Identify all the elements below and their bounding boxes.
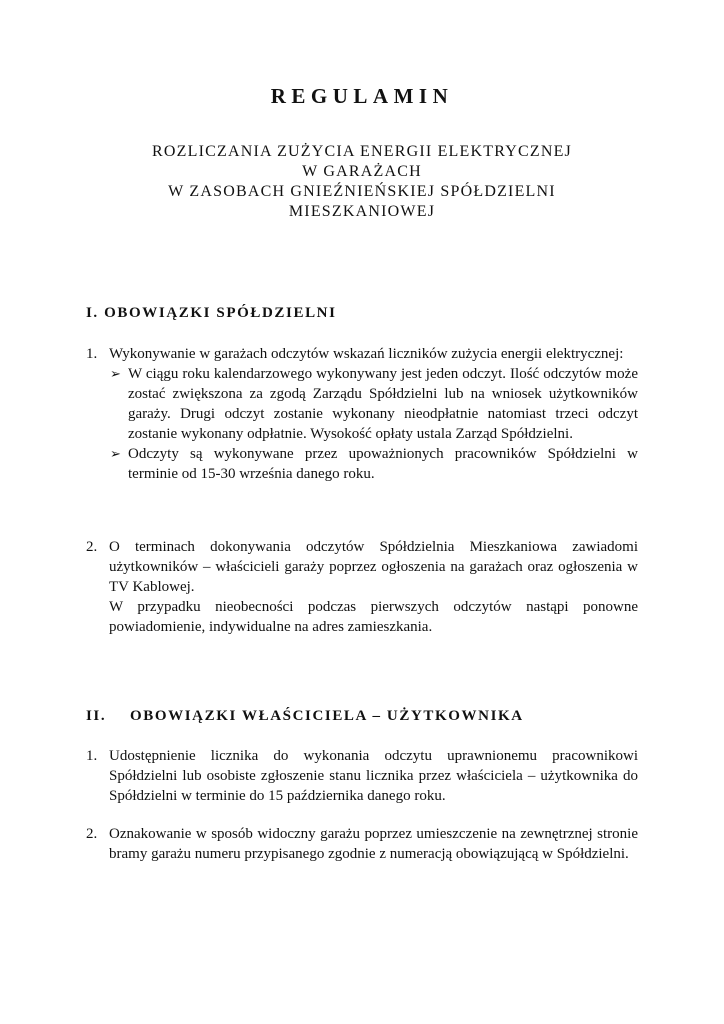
arrowhead-bullet-icon: ➢ xyxy=(110,366,121,381)
item-number: 1. xyxy=(86,748,98,764)
subtitle-line: W ZASOBACH GNIEŹNIEŃSKIEJ SPÓŁDZIELNI xyxy=(168,183,556,200)
bullet-item xyxy=(109,364,638,444)
section-1-item-2 xyxy=(86,537,638,637)
section-1-heading: I. OBOWIĄZKI SPÓŁDZIELNI xyxy=(86,305,337,321)
subtitle-line: MIESZKANIOWEJ xyxy=(288,203,436,220)
item-text: W przypadku nieobecności podczas pierwszych odczytów nastąpi ponowne powiadomienie, indywidualne na adres zamieszkania. xyxy=(109,599,638,635)
item-text: O terminach dokonywania odczytów Spółdzielnia Mieszkaniowa zawiadomi użytkowników – właścicieli garaży poprzez ogłoszenia na garażach oraz ogłoszenia w TV Kablowej. xyxy=(109,539,638,595)
section-2-item-1 xyxy=(86,746,638,806)
bullet-text: Odczyty są wykonywane przez upoważnionych pracowników Spółdzielni w terminie od 15-30 września danego roku. xyxy=(128,446,638,482)
item-text: Wykonywanie w garażach odczytów wskazań liczników zużycia energii elektrycznej: xyxy=(109,346,624,362)
item-number: 2. xyxy=(86,826,98,842)
section-number: II. xyxy=(86,708,107,724)
bullet-item xyxy=(109,444,638,484)
arrowhead-bullet-icon: ➢ xyxy=(110,446,121,461)
item-number: 1. xyxy=(86,346,98,362)
subtitle-line: W GARAŻACH xyxy=(302,163,422,180)
bullet-list xyxy=(109,364,638,484)
section-2-item-2 xyxy=(86,824,638,864)
section-title: OBOWIĄZKI WŁAŚCICIELA – UŻYTKOWNIKA xyxy=(130,708,524,724)
item-number: 2. xyxy=(86,539,98,555)
item-text: Oznakowanie w sposób widoczny garażu poprzez umieszczenie na zewnętrznej stronie bramy garażu numeru przypisanego zgodnie z numeracją obowiązującą w Spółdzielni. xyxy=(109,826,638,862)
subtitle-line: ROZLICZANIA ZUŻYCIA ENERGII ELEKTRYCZNEJ xyxy=(152,143,572,160)
document-title: REGULAMIN xyxy=(270,84,454,108)
document-subtitle xyxy=(0,142,724,222)
item-text: Udostępnienie licznika do wykonania odczytu uprawnionemu pracownikowi Spółdzielni lub osobiste zgłoszenie stanu licznika przez właściciela – użytkownika do Spółdzielni w terminie do 15 października danego roku. xyxy=(109,748,638,804)
bullet-text: W ciągu roku kalendarzowego wykonywany jest jeden odczyt. Ilość odczytów może zostać zwiększona za zgodą Zarządu Spółdzielni lub na wniosek użytkowników garaży. Drugi odczyt zostanie wykonany nieodpłatnie natomiast trzeci odczyt zostanie wykonany odpłatnie. Wysokość opłaty ustala Zarząd Spółdzielni. xyxy=(128,366,638,442)
section-2-heading xyxy=(86,708,524,725)
section-1-item-1 xyxy=(86,344,638,484)
